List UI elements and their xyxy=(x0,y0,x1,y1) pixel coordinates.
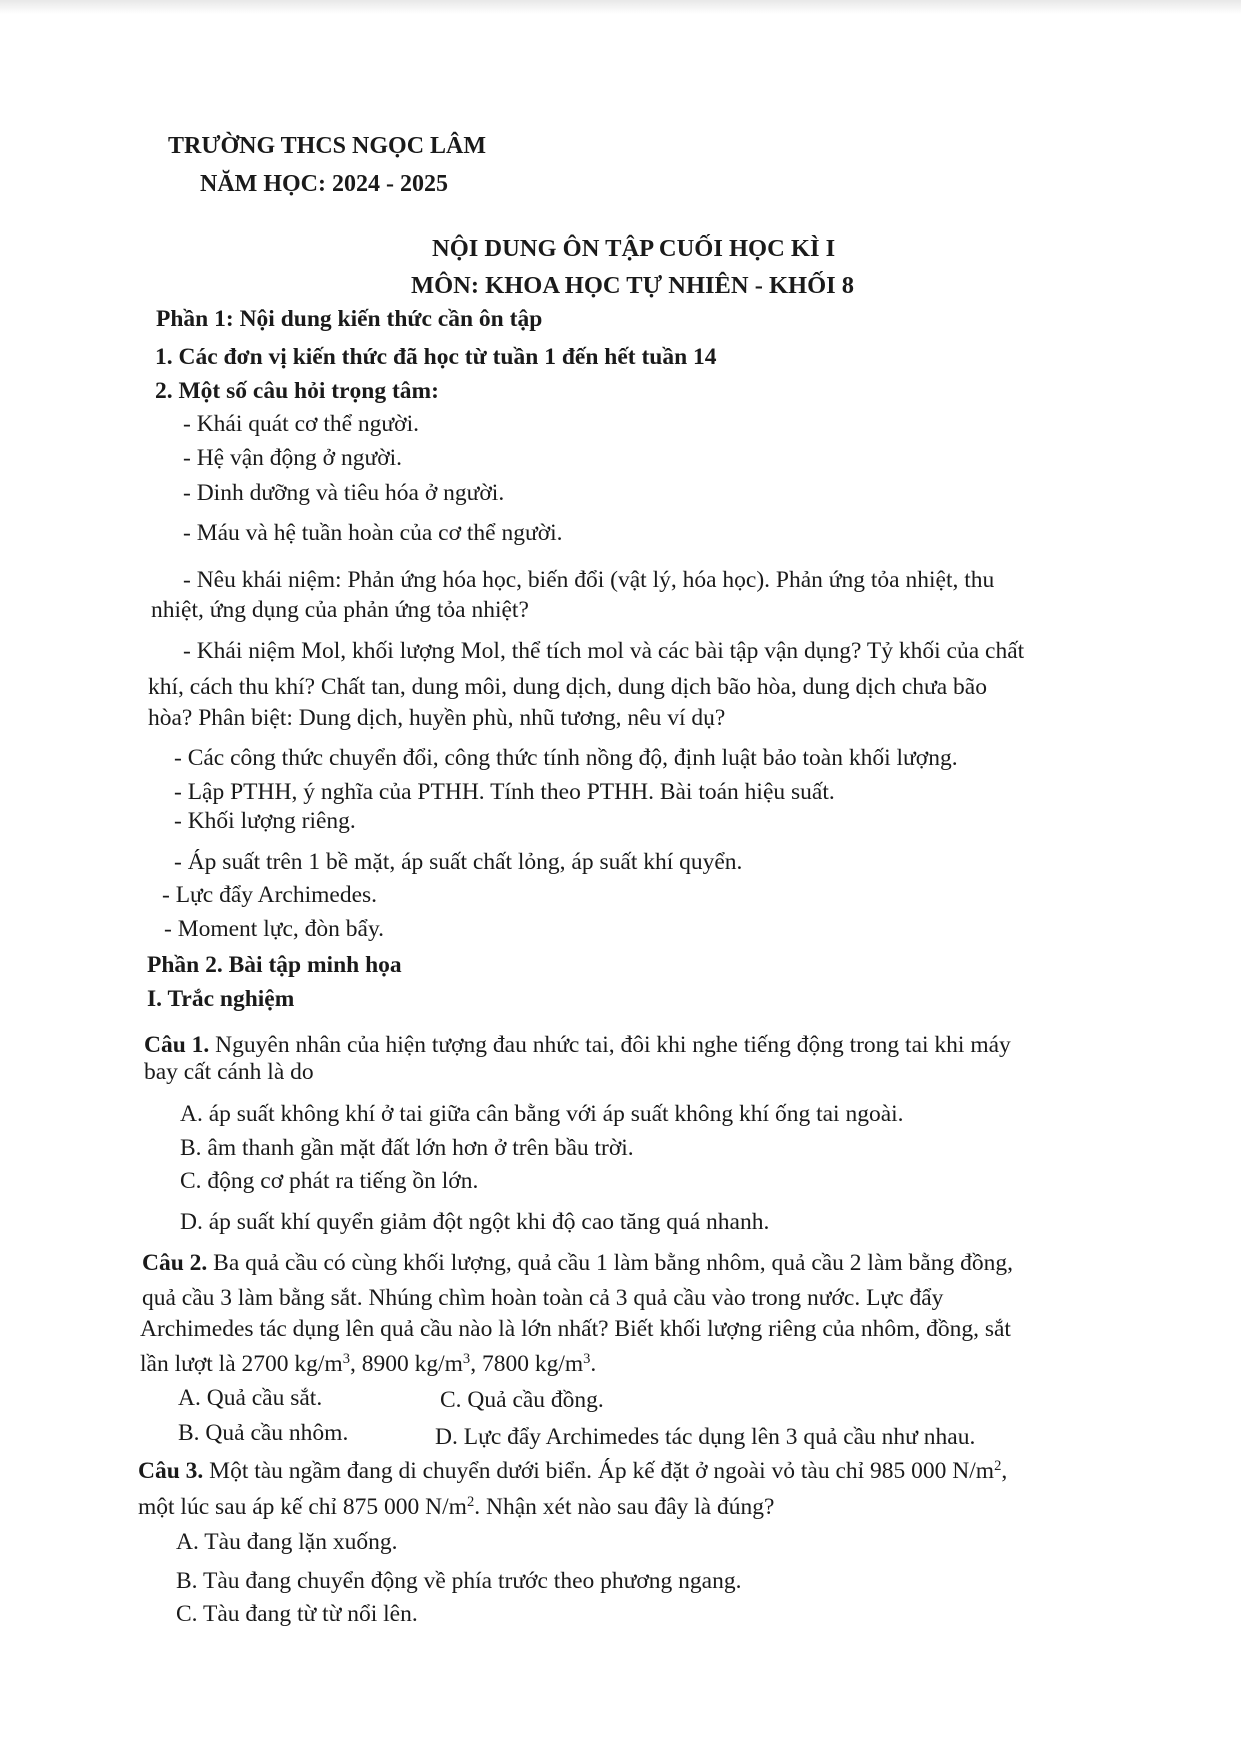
school-name: TRƯỜNG THCS NGỌC LÂM xyxy=(168,133,487,159)
question-1-option-a: A. áp suất không khí ở tai giữa cân bằng với áp suất không khí ống tai ngoài. xyxy=(180,1101,904,1127)
topic-line: - Khái niệm Mol, khối lượng Mol, thể tích mol và các bài tập vận dụng? Tỷ khối của chất xyxy=(183,638,1025,664)
scan-edge xyxy=(0,0,1241,14)
question-3-option-b: B. Tàu đang chuyển động về phía trước theo phương ngang. xyxy=(176,1568,742,1594)
question-3 xyxy=(138,1456,1007,1486)
topic-line: - Khối lượng riêng. xyxy=(174,808,356,834)
question-3-text: . Nhận xét nào sau đây là đúng? xyxy=(474,1494,775,1520)
topic-line: - Lực đẩy Archimedes. xyxy=(162,882,378,908)
part1-heading: Phần 1: Nội dung kiến thức cần ôn tập xyxy=(156,306,543,332)
topic-line: - Áp suất trên 1 bề mặt, áp suất chất lỏng, áp suất khí quyển. xyxy=(174,849,743,875)
document-title: NỘI DUNG ÔN TẬP CUỐI HỌC KÌ I xyxy=(432,235,836,262)
superscript: 3 xyxy=(583,1351,591,1367)
question-3-text: Một tàu ngầm đang di chuyển dưới biển. Áp kế đặt ở ngoài vỏ tàu chỉ 985 000 N/m xyxy=(203,1458,995,1484)
topic-line: hòa? Phân biệt: Dung dịch, huyền phù, nhũ tương, nêu ví dụ? xyxy=(148,705,726,731)
topic-line: - Dinh dưỡng và tiêu hóa ở người. xyxy=(183,480,505,506)
part1-item-2: 2. Một số câu hỏi trọng tâm: xyxy=(155,378,439,404)
topic-line: nhiệt, ứng dụng của phản ứng tỏa nhiệt? xyxy=(151,597,529,623)
school-year: NĂM HỌC: 2024 - 2025 xyxy=(200,171,448,197)
question-3-option-c: C. Tàu đang từ từ nổi lên. xyxy=(176,1601,418,1627)
question-3-text: một lúc sau áp kế chỉ 875 000 N/m xyxy=(138,1494,467,1520)
topic-line: khí, cách thu khí? Chất tan, dung môi, dung dịch, dung dịch bão hòa, dung dịch chưa bão xyxy=(148,674,987,700)
question-2-label: Câu 2. xyxy=(142,1250,208,1276)
topic-line: - Các công thức chuyển đổi, công thức tính nồng độ, định luật bảo toàn khối lượng. xyxy=(174,745,958,771)
topic-line: - Máu và hệ tuần hoàn của cơ thể người. xyxy=(183,520,563,546)
topic-line: - Moment lực, đòn bẩy. xyxy=(164,916,385,942)
question-2-option-c: C. Quả cầu đồng. xyxy=(440,1387,604,1413)
question-2-option-a: A. Quả cầu sắt. xyxy=(178,1385,323,1411)
superscript: 3 xyxy=(342,1351,350,1367)
document-subtitle: MÔN: KHOA HỌC TỰ NHIÊN - KHỐI 8 xyxy=(411,272,855,299)
topic-line: - Khái quát cơ thể người. xyxy=(183,411,419,437)
section-heading: I. Trắc nghiệm xyxy=(147,986,295,1012)
question-2-option-b: B. Quả cầu nhôm. xyxy=(178,1420,349,1446)
superscript: 2 xyxy=(466,1494,475,1510)
question-2-option-d: D. Lực đẩy Archimedes tác dụng lên 3 quả cầu như nhau. xyxy=(435,1424,976,1450)
question-2 xyxy=(142,1248,1013,1278)
question-1 xyxy=(144,1030,1011,1060)
question-2-densities xyxy=(140,1349,596,1379)
density-text: , 8900 kg/m xyxy=(349,1351,463,1377)
question-3-label: Câu 3. xyxy=(138,1458,204,1484)
part1-item-1: 1. Các đơn vị kiến thức đã học từ tuần 1 đến hết tuần 14 xyxy=(155,344,717,370)
question-1-option-b: B. âm thanh gần mặt đất lớn hơn ở trên bầu trời. xyxy=(180,1135,634,1161)
question-1-text: Nguyên nhân của hiện tượng đau nhức tai, đôi khi nghe tiếng động trong tai khi máy xyxy=(209,1032,1011,1058)
topic-line: - Hệ vận động ở người. xyxy=(183,445,403,471)
question-1-label: Câu 1. xyxy=(144,1032,210,1058)
density-text: lần lượt là 2700 kg/m xyxy=(140,1351,343,1377)
topic-line: - Lập PTHH, ý nghĩa của PTHH. Tính theo PTHH. Bài toán hiệu suất. xyxy=(174,779,835,805)
question-1-option-c: C. động cơ phát ra tiếng ồn lớn. xyxy=(180,1168,479,1194)
question-3-text-cont xyxy=(138,1492,774,1522)
density-text: . xyxy=(590,1351,597,1377)
question-3-text: , xyxy=(1001,1458,1008,1484)
density-text: , 7800 kg/m xyxy=(470,1351,584,1377)
superscript: 3 xyxy=(462,1351,471,1367)
superscript: 2 xyxy=(994,1458,1002,1474)
topic-line: - Nêu khái niệm: Phản ứng hóa học, biến đổi (vật lý, hóa học). Phản ứng tỏa nhiệt, thu xyxy=(183,567,995,593)
question-1-option-d: D. áp suất khí quyển giảm đột ngột khi độ cao tăng quá nhanh. xyxy=(180,1209,770,1235)
question-2-text-cont: Archimedes tác dụng lên quả cầu nào là lớn nhất? Biết khối lượng riêng của nhôm, đồng, sắt xyxy=(140,1316,1011,1342)
question-2-text: Ba quả cầu có cùng khối lượng, quả cầu 1 làm bằng nhôm, quả cầu 2 làm bằng đồng, xyxy=(207,1250,1013,1276)
part2-heading: Phần 2. Bài tập minh họa xyxy=(147,952,402,978)
question-2-text-cont: quả cầu 3 làm bằng sắt. Nhúng chìm hoàn toàn cả 3 quả cầu vào trong nước. Lực đẩy xyxy=(142,1285,944,1311)
question-3-option-a: A. Tàu đang lặn xuống. xyxy=(176,1529,398,1555)
question-1-text-cont: bay cất cánh là do xyxy=(144,1059,314,1085)
